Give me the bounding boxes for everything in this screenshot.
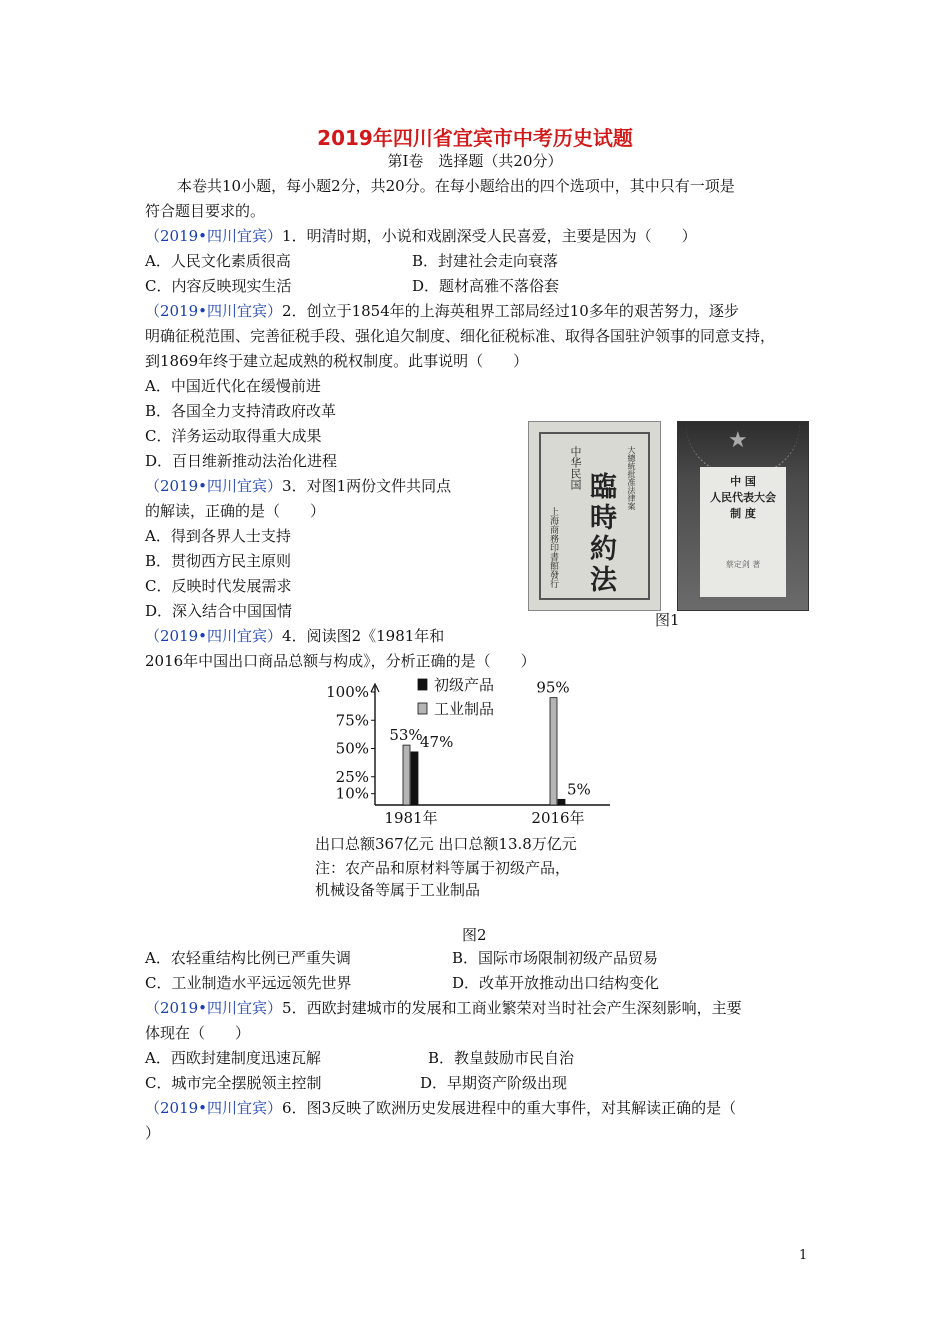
q2-option-a: A．中国近代化在缓慢前进 [145, 377, 321, 395]
page-title: 2019年四川省宜宾市中考历史试题 [317, 126, 633, 150]
figure-2-caption: 图2 [462, 926, 487, 944]
q3-option-b: B．贯彻西方民主原则 [145, 552, 292, 570]
source-tag: （2019•四川宜宾） [145, 999, 283, 1017]
cover-author: 蔡定剑 著 [725, 560, 761, 569]
instructions-line-1: 本卷共10小题，每小题2分，共20分。在每小题给出的四个选项中，其中只有一项是 [177, 177, 735, 195]
cover-main-title: 臨時約法 [585, 472, 616, 596]
source-tag: （2019•四川宜宾） [145, 227, 283, 245]
q5-option-b: B．教皇鼓励市民自治 [428, 1049, 575, 1067]
q4-option-d: D．改革开放推动出口结构变化 [452, 974, 660, 992]
source-tag: （2019•四川宜宾） [145, 1099, 283, 1117]
q1-option-b: B．封建社会走向衰落 [412, 252, 559, 270]
q1-option-a: A．人民文化素质很高 [145, 252, 291, 270]
question-6 [145, 1098, 736, 1118]
source-tag: （2019•四川宜宾） [145, 477, 283, 495]
question-3-stem-1: 3．对图1两份文件共同点 [282, 477, 452, 495]
q1-option-d: D．题材高雅不落俗套 [412, 277, 560, 295]
provisional-constitution-cover [528, 421, 661, 611]
legend-label: 工业制品 [434, 700, 495, 718]
legend-label: 初级产品 [434, 676, 495, 694]
question-6-stem-1: 6．图3反映了欧洲历史发展进程中的重大事件，对其解读正确的是（ [282, 1099, 737, 1117]
y-tick-label: 50% [335, 739, 369, 758]
q5-option-c: C．城市完全摆脱领主控制 [145, 1074, 322, 1092]
cover-panel [700, 467, 786, 597]
bar [550, 698, 557, 805]
cover-title-3: 制 度 [730, 507, 756, 520]
star-icon: ★ [728, 428, 748, 453]
export-composition-chart [310, 670, 640, 900]
q4-option-a: A．农轻重结构比例已严重失调 [145, 949, 351, 967]
y-tick-label: 100% [326, 683, 369, 701]
data-label: 5% [567, 780, 591, 799]
q1-option-c: C．内容反映现实生活 [145, 277, 292, 295]
legend-swatch [418, 679, 427, 690]
q5-option-a: A．西欧封建制度迅速瓦解 [145, 1049, 321, 1067]
source-tag: （2019•四川宜宾） [145, 302, 283, 320]
question-6-stem-2: ） [145, 1124, 161, 1142]
question-4-stem-1: 4．阅读图2《1981年和 [282, 627, 445, 645]
q5-option-d: D．早期资产阶级出现 [420, 1074, 568, 1092]
figure-1-caption: 图1 [655, 611, 680, 629]
question-1-stem: 1．明清时期，小说和戏剧深受人民喜爱，主要是因为（ ） [282, 227, 697, 245]
q3-option-a: A．得到各界人士支持 [145, 527, 291, 545]
question-5 [145, 998, 742, 1018]
question-4 [145, 626, 444, 646]
question-2-stem-3: 到1869年终于建立起成熟的税权制度。此事说明（ ） [145, 352, 529, 370]
y-tick-label: 75% [335, 711, 369, 730]
bar [411, 752, 418, 805]
q4-option-b: B．国际市场限制初级产品贸易 [452, 949, 659, 967]
data-label: 47% [420, 732, 454, 751]
x-tick-label: 1981年 [384, 809, 438, 827]
question-5-stem-1: 5．西欧封建城市的发展和工商业繁荣对当时社会产生深刻影响，主要 [282, 999, 742, 1017]
question-3-stem-2: 的解读，正确的是（ ） [145, 502, 326, 520]
q2-option-b: B．各国全力支持清政府改革 [145, 402, 337, 420]
x-tick-label: 2016年 [531, 809, 585, 827]
page-number: 1 [799, 1248, 808, 1263]
data-label: 53% [389, 726, 423, 745]
legend-swatch [418, 703, 427, 714]
cover-publisher: 上海商務印書館發行 [548, 507, 558, 588]
question-2-stem-2: 明确征税范围、完善征税手段、强化追欠制度、细化征税标准、取得各国驻沪领事的同意支持， [145, 327, 776, 345]
source-tag: （2019•四川宜宾） [145, 627, 283, 645]
cover-top-text: 中华民国 [569, 446, 582, 490]
question-1 [145, 226, 697, 246]
chart-totals: 出口总额367亿元 出口总额13.8万亿元 [315, 835, 577, 853]
chart-note-2: 机械设备等属于工业制品 [315, 881, 481, 899]
bar [403, 745, 410, 805]
cover-side-text: 大總統批准法律案 [627, 446, 636, 510]
chart-note-1: 注：农产品和原材料等属于初级产品， [315, 859, 571, 877]
chart-svg [310, 670, 640, 830]
data-label: 95% [536, 678, 570, 697]
y-tick-label: 25% [335, 767, 369, 786]
question-2-stem-1: 2．创立于1854年的上海英租界工部局经过10多年的艰苦努力，逐步 [282, 302, 739, 320]
q2-option-c: C．洋务运动取得重大成果 [145, 427, 322, 445]
npc-system-book-cover [677, 421, 809, 611]
q2-option-d: D．百日维新推动法治化进程 [145, 452, 338, 470]
q3-option-c: C．反映时代发展需求 [145, 577, 292, 595]
cover-title-2: 人民代表大会 [710, 491, 776, 504]
y-tick-label: 10% [335, 784, 369, 803]
question-5-stem-2: 体现在（ ） [145, 1024, 251, 1042]
question-3 [145, 476, 451, 496]
question-4-stem-2: 2016年中国出口商品总额与构成》，分析正确的是（ ） [145, 652, 536, 670]
q4-option-c: C．工业制造水平远远领先世界 [145, 974, 352, 992]
bar [558, 799, 565, 805]
question-2 [145, 301, 739, 321]
q3-option-d: D．深入结合中国国情 [145, 602, 293, 620]
instructions-line-2: 符合题目要求的。 [145, 202, 266, 220]
section-heading: 第Ⅰ卷 选择题（共20分） [387, 152, 563, 170]
cover-title-1: 中 国 [730, 475, 756, 488]
